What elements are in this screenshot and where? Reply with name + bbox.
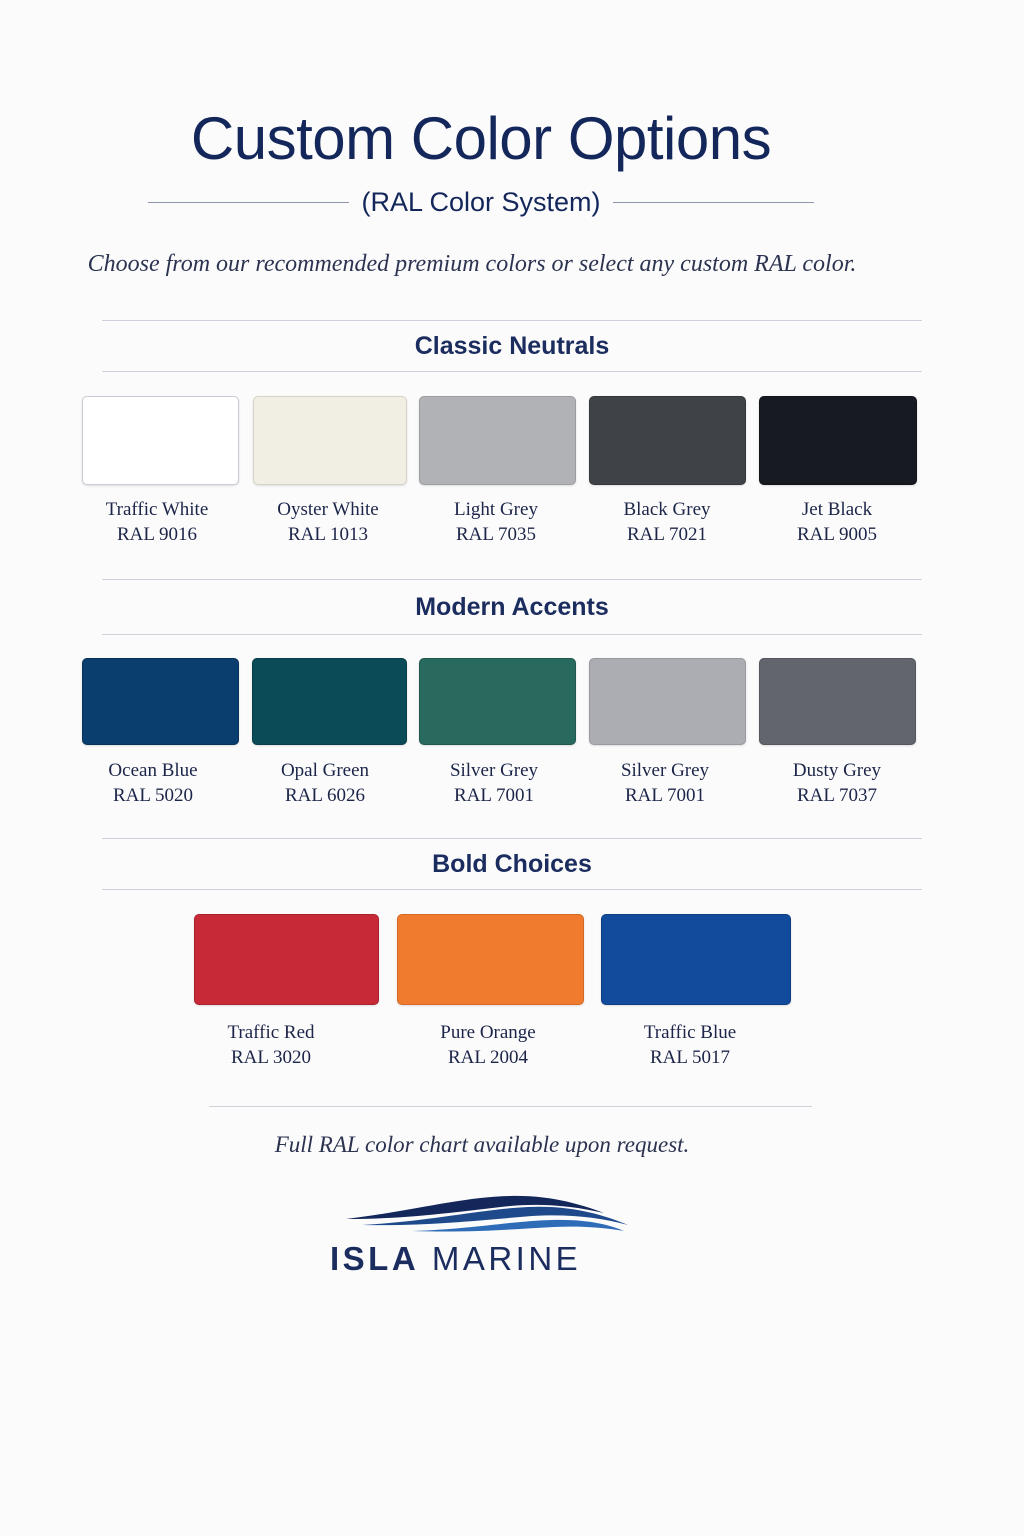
swatch-ocean-blue[interactable] [82, 658, 239, 745]
swatch-label-dusty-grey: Dusty Grey RAL 7037 [792, 760, 882, 806]
swatch-label-ocean-blue: Ocean Blue RAL 5020 [108, 760, 198, 806]
subtitle-right-rule [613, 202, 814, 203]
swatch-label-traffic-blue: Traffic Blue RAL 5017 [643, 1022, 737, 1068]
swatch-label-oyster-white: Oyster White RAL 1013 [277, 499, 379, 545]
swatch-traffic-white[interactable] [82, 396, 239, 485]
logo-waves-icon [342, 1193, 632, 1235]
swatch-label-pure-orange: Pure Orange RAL 2004 [440, 1022, 536, 1068]
intro-text: Choose from our recommended premium colors or select any custom RAL color. [87, 251, 857, 277]
swatch-oyster-white[interactable] [253, 396, 407, 485]
swatch-label-silver-grey: Silver Grey RAL 7001 [620, 760, 710, 806]
swatch-label-jet-black: Jet Black RAL 9005 [796, 499, 878, 545]
page-title: Custom Color Options [190, 105, 772, 172]
swatch-traffic-red[interactable] [194, 914, 379, 1005]
section-heading-classic-neutrals: Classic Neutrals [102, 320, 922, 372]
swatch-jet-black[interactable] [759, 396, 917, 485]
swatch-pure-orange[interactable] [397, 914, 584, 1005]
swatch-silver-grey[interactable] [589, 658, 746, 745]
swatch-dusty-grey[interactable] [759, 658, 916, 745]
footer-divider [209, 1106, 812, 1107]
subtitle-row [148, 182, 814, 222]
swatch-label-traffic-white: Traffic White RAL 9016 [105, 499, 209, 545]
swatch-black-grey[interactable] [589, 396, 746, 485]
swatch-opal-green[interactable] [252, 658, 407, 745]
section-heading-modern-accents: Modern Accents [102, 579, 922, 635]
subtitle-left-rule [148, 202, 349, 203]
swatch-label-black-grey: Black Grey RAL 7021 [623, 499, 711, 545]
swatch-label-silver-grey-green: Silver Grey RAL 7001 [449, 760, 539, 806]
swatch-light-grey[interactable] [419, 396, 576, 485]
footnote-text: Full RAL color chart available upon request. [274, 1132, 690, 1157]
swatch-label-opal-green: Opal Green RAL 6026 [280, 760, 370, 806]
logo-wordmark [330, 1240, 650, 1278]
swatch-label-light-grey: Light Grey RAL 7035 [454, 499, 538, 545]
section-heading-bold-choices: Bold Choices [102, 838, 922, 890]
swatch-label-traffic-red: Traffic Red RAL 3020 [227, 1022, 315, 1068]
logo-word-isla: ISLA [330, 1240, 420, 1277]
swatch-traffic-blue[interactable] [601, 914, 791, 1005]
logo-word-marine: MARINE [431, 1240, 582, 1277]
page-subtitle: (RAL Color System) [361, 186, 601, 217]
swatch-silver-grey-green[interactable] [419, 658, 576, 745]
